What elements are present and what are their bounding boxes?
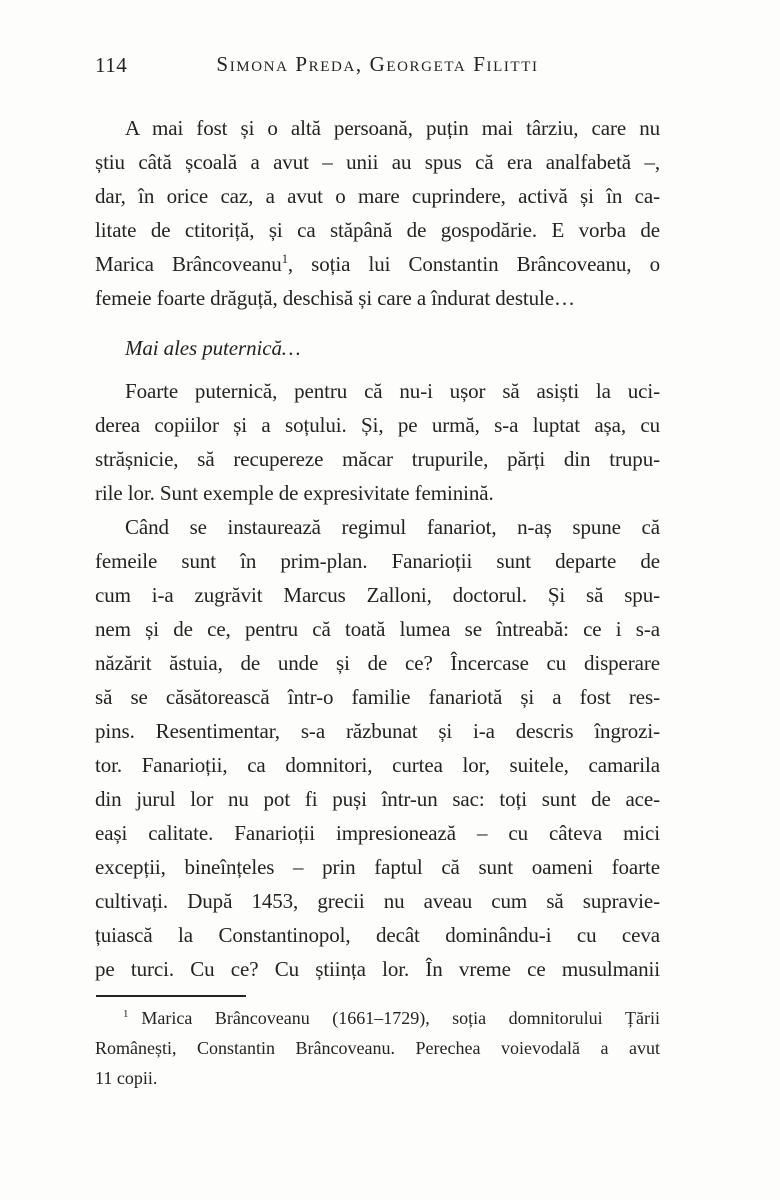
text-line: litate de ctitoriță, și ca stăpână de gospodărie. E vorba de xyxy=(95,218,660,242)
text-line: derea copiilor și a soțului. Și, pe urmă, s-a luptat așa, cu xyxy=(95,413,660,437)
text-line: țuiască la Constantinopol, decât dominându-i cu ceva xyxy=(95,923,660,947)
text-line: pins. Resentimentar, s-a răzbunat și i-a descris îngrozi- xyxy=(95,719,660,743)
text-run: Marica Brâncoveanu xyxy=(95,252,282,276)
text-line: excepții, bineînțeles – prin faptul că sunt oameni foarte xyxy=(95,855,660,879)
text-line: pe turci. Cu ce? Cu știința lor. În vreme ce musulmanii xyxy=(95,957,660,981)
text-line: nem și de ce, pentru că toată lumea se întreabă: ce i s-a xyxy=(95,617,660,641)
text-line: știu câtă școală a avut – unii au spus că era analfabetă –, xyxy=(95,150,660,174)
text-line: Românești, Constantin Brâncoveanu. Perechea voievodală a avut xyxy=(95,1038,660,1058)
text-line: femeile sunt în prim-plan. Fanarioții sunt departe de xyxy=(95,549,660,573)
text-line: din jurul lor nu pot fi puși într-un sac: toți sunt de ace- xyxy=(95,787,660,811)
running-title: Simona Preda, Georgeta Filitti xyxy=(216,52,539,76)
text-line: rile lor. Sunt exemple de expresivitate feminină. xyxy=(95,481,494,505)
footnote-text xyxy=(95,1003,660,1093)
paragraph xyxy=(95,374,660,510)
text-line: să se căsătorească într-o familie fanariotă și a fost res- xyxy=(95,685,660,709)
paragraph xyxy=(95,111,660,315)
text-line: Foarte puternică, pentru că nu-i ușor să asiști la uci- xyxy=(125,379,660,403)
text-line: strășnicie, să recupereze măcar trupurile, părți din trupu- xyxy=(95,447,660,471)
page-header xyxy=(95,52,660,84)
body-text xyxy=(95,111,660,986)
footnote-section xyxy=(95,995,660,1093)
paragraph xyxy=(95,510,660,986)
text-run: , soția lui Constantin Brâncoveanu, o xyxy=(287,252,660,276)
footnote-reference: 1 xyxy=(281,252,288,266)
text-line: cum i-a zugrăvit Marcus Zalloni, doctorul. Și să spu- xyxy=(95,583,660,607)
page-number: 114 xyxy=(95,53,128,77)
text-line: cultivați. După 1453, grecii nu aveau cum să supravie- xyxy=(95,889,660,913)
footnote xyxy=(95,1003,660,1093)
text-line: Când se instaurează regimul fanariot, n-aș spune că xyxy=(125,515,660,539)
footnote-marker: 1 xyxy=(123,1008,129,1020)
text-line: A mai fost și o altă persoană, puțin mai târziu, care nu xyxy=(125,116,660,140)
text-line: năzărit ăstuia, de unde și de ce? Încercase cu disperare xyxy=(95,651,660,675)
text-line xyxy=(95,247,660,281)
text-line xyxy=(95,1003,660,1033)
text-line: femeie foarte drăguță, deschisă și care a îndurat destule… xyxy=(95,286,575,310)
text-line: dar, în orice caz, a avut o mare cuprindere, activă și în ca- xyxy=(95,184,660,208)
text-line: Mai ales puternică… xyxy=(125,336,301,360)
section-subheading xyxy=(95,331,660,365)
footnote-separator xyxy=(96,995,246,997)
text-line: 11 copii. xyxy=(95,1068,158,1088)
text-line: tor. Fanarioții, ca domnitori, curtea lor, suitele, camarila xyxy=(95,753,660,777)
text-line: eași calitate. Fanarioții impresionează – cu câteva mici xyxy=(95,821,660,845)
text-run: Marica Brâncoveanu (1661–1729), soția domnitorului Țării xyxy=(141,1008,660,1028)
